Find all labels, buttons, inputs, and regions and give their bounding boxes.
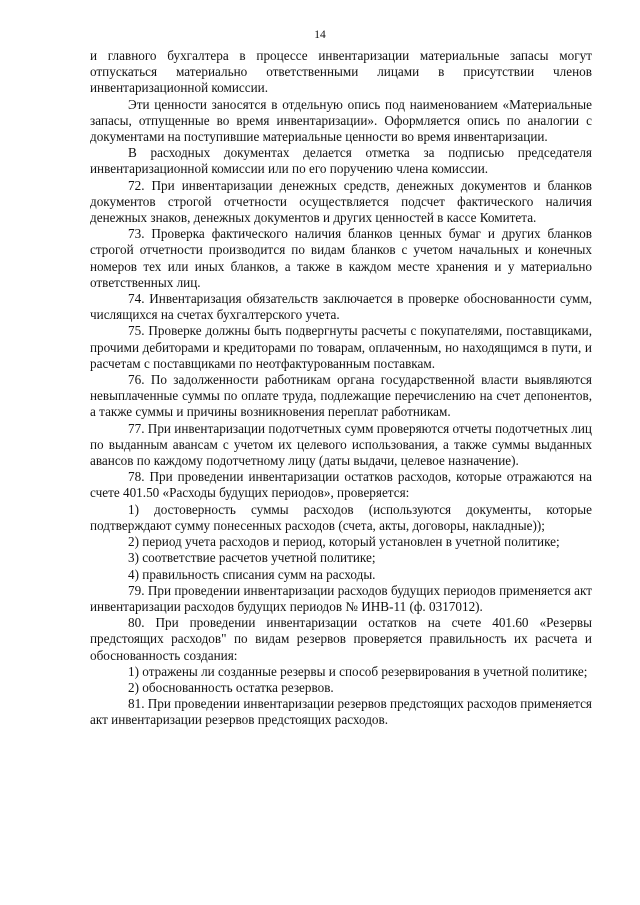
paragraph: и главного бухгалтера в процессе инвентаризации материальные запасы могут отпускаться материально ответственными лицами в присутствии членов инвентаризационной комиссии. (90, 48, 592, 96)
paragraph: В расходных документах делается отметка за подписью председателя инвентаризационной комиссии или по его поручению члена комиссии. (90, 145, 592, 177)
list-item: 4) правильность списания сумм на расходы. (128, 566, 376, 582)
document-body (90, 48, 592, 729)
paragraph-item-80: 80. При проведении инвентаризации остатков на счете 401.60 «Резервы предстоящих расходов" по видам резервов проверяется правильность их расчета и обоснованность создания: (90, 615, 592, 663)
page-number: 14 (314, 29, 326, 41)
list-item: 1) отражены ли созданные резервы и способ резервирования в учетной политике; (128, 663, 588, 679)
list-item: 1) достоверность суммы расходов (используются документы, которые подтверждают сумму понесенных расходов (счета, акты, договоры, накладные)); (90, 501, 592, 533)
list-item: 2) период учета расходов и период, который установлен в учетной политике; (128, 534, 560, 550)
paragraph-item-72: 72. При инвентаризации денежных средств, денежных документов и бланков документов строгой отчетности осуществляется подсчет фактического наличия денежных знаков, денежных документов и других ценностей в кассе Комитета. (90, 177, 592, 226)
paragraph-item-76: 76. По задолженности работникам органа государственной власти выявляются невыплаченные суммы по оплате труда, подлежащие перечислению на счет депонентов, а также суммы и причины возникновения переплат работникам. (90, 372, 592, 420)
paragraph-item-78: 78. При проведении инвентаризации остатков расходов, которые отражаются на счете 401.50 «Расходы будущих периодов», проверяется: (90, 469, 592, 501)
paragraph-item-75: 75. Проверке должны быть подвергнуты расчеты с покупателями, поставщиками, прочими дебиторами и кредиторами по товарам, оплаченным, но находящимся в пути, и расчетам с поставщиками по неотфактурованным поставкам. (90, 323, 592, 371)
list-item: 3) соответствие расчетов учетной политике; (128, 550, 376, 566)
paragraph-item-79: 79. При проведении инвентаризации расходов будущих периодов применяется акт инвентаризации расходов будущих периодов № ИНВ-11 (ф. 0317012). (90, 582, 592, 614)
paragraph-item-73: 73. Проверка фактического наличия бланков ценных бумаг и других бланков строгой отчетности производится по видам бланков с учетом начальных и конечных номеров тех или иных бланков, а также в каждом месте хранения и у материально ответственных лиц. (90, 226, 592, 290)
list-item: 2) обоснованность остатка резервов. (128, 679, 334, 695)
paragraph-item-81: 81. При проведении инвентаризации резервов предстоящих расходов применяется акт инвентаризации резервов предстоящих расходов. (90, 696, 592, 728)
paragraph-item-77: 77. При инвентаризации подотчетных сумм проверяются отчеты подотчетных лиц по выданным авансам с учетом их целевого использования, а также суммы выданных авансов по каждому подотчетному лицу (даты выдачи, целевое назначение). (90, 420, 592, 469)
paragraph: Эти ценности заносятся в отдельную опись под наименованием «Материальные запасы, отпущенные во время инвентаризации». Оформляется опись по аналогии с документами на поступившие материальные ценности во время инвентаризации. (90, 96, 592, 145)
paragraph-item-74: 74. Инвентаризация обязательств заключается в проверке обоснованности сумм, числящихся на счетах бухгалтерского учета. (90, 291, 592, 323)
